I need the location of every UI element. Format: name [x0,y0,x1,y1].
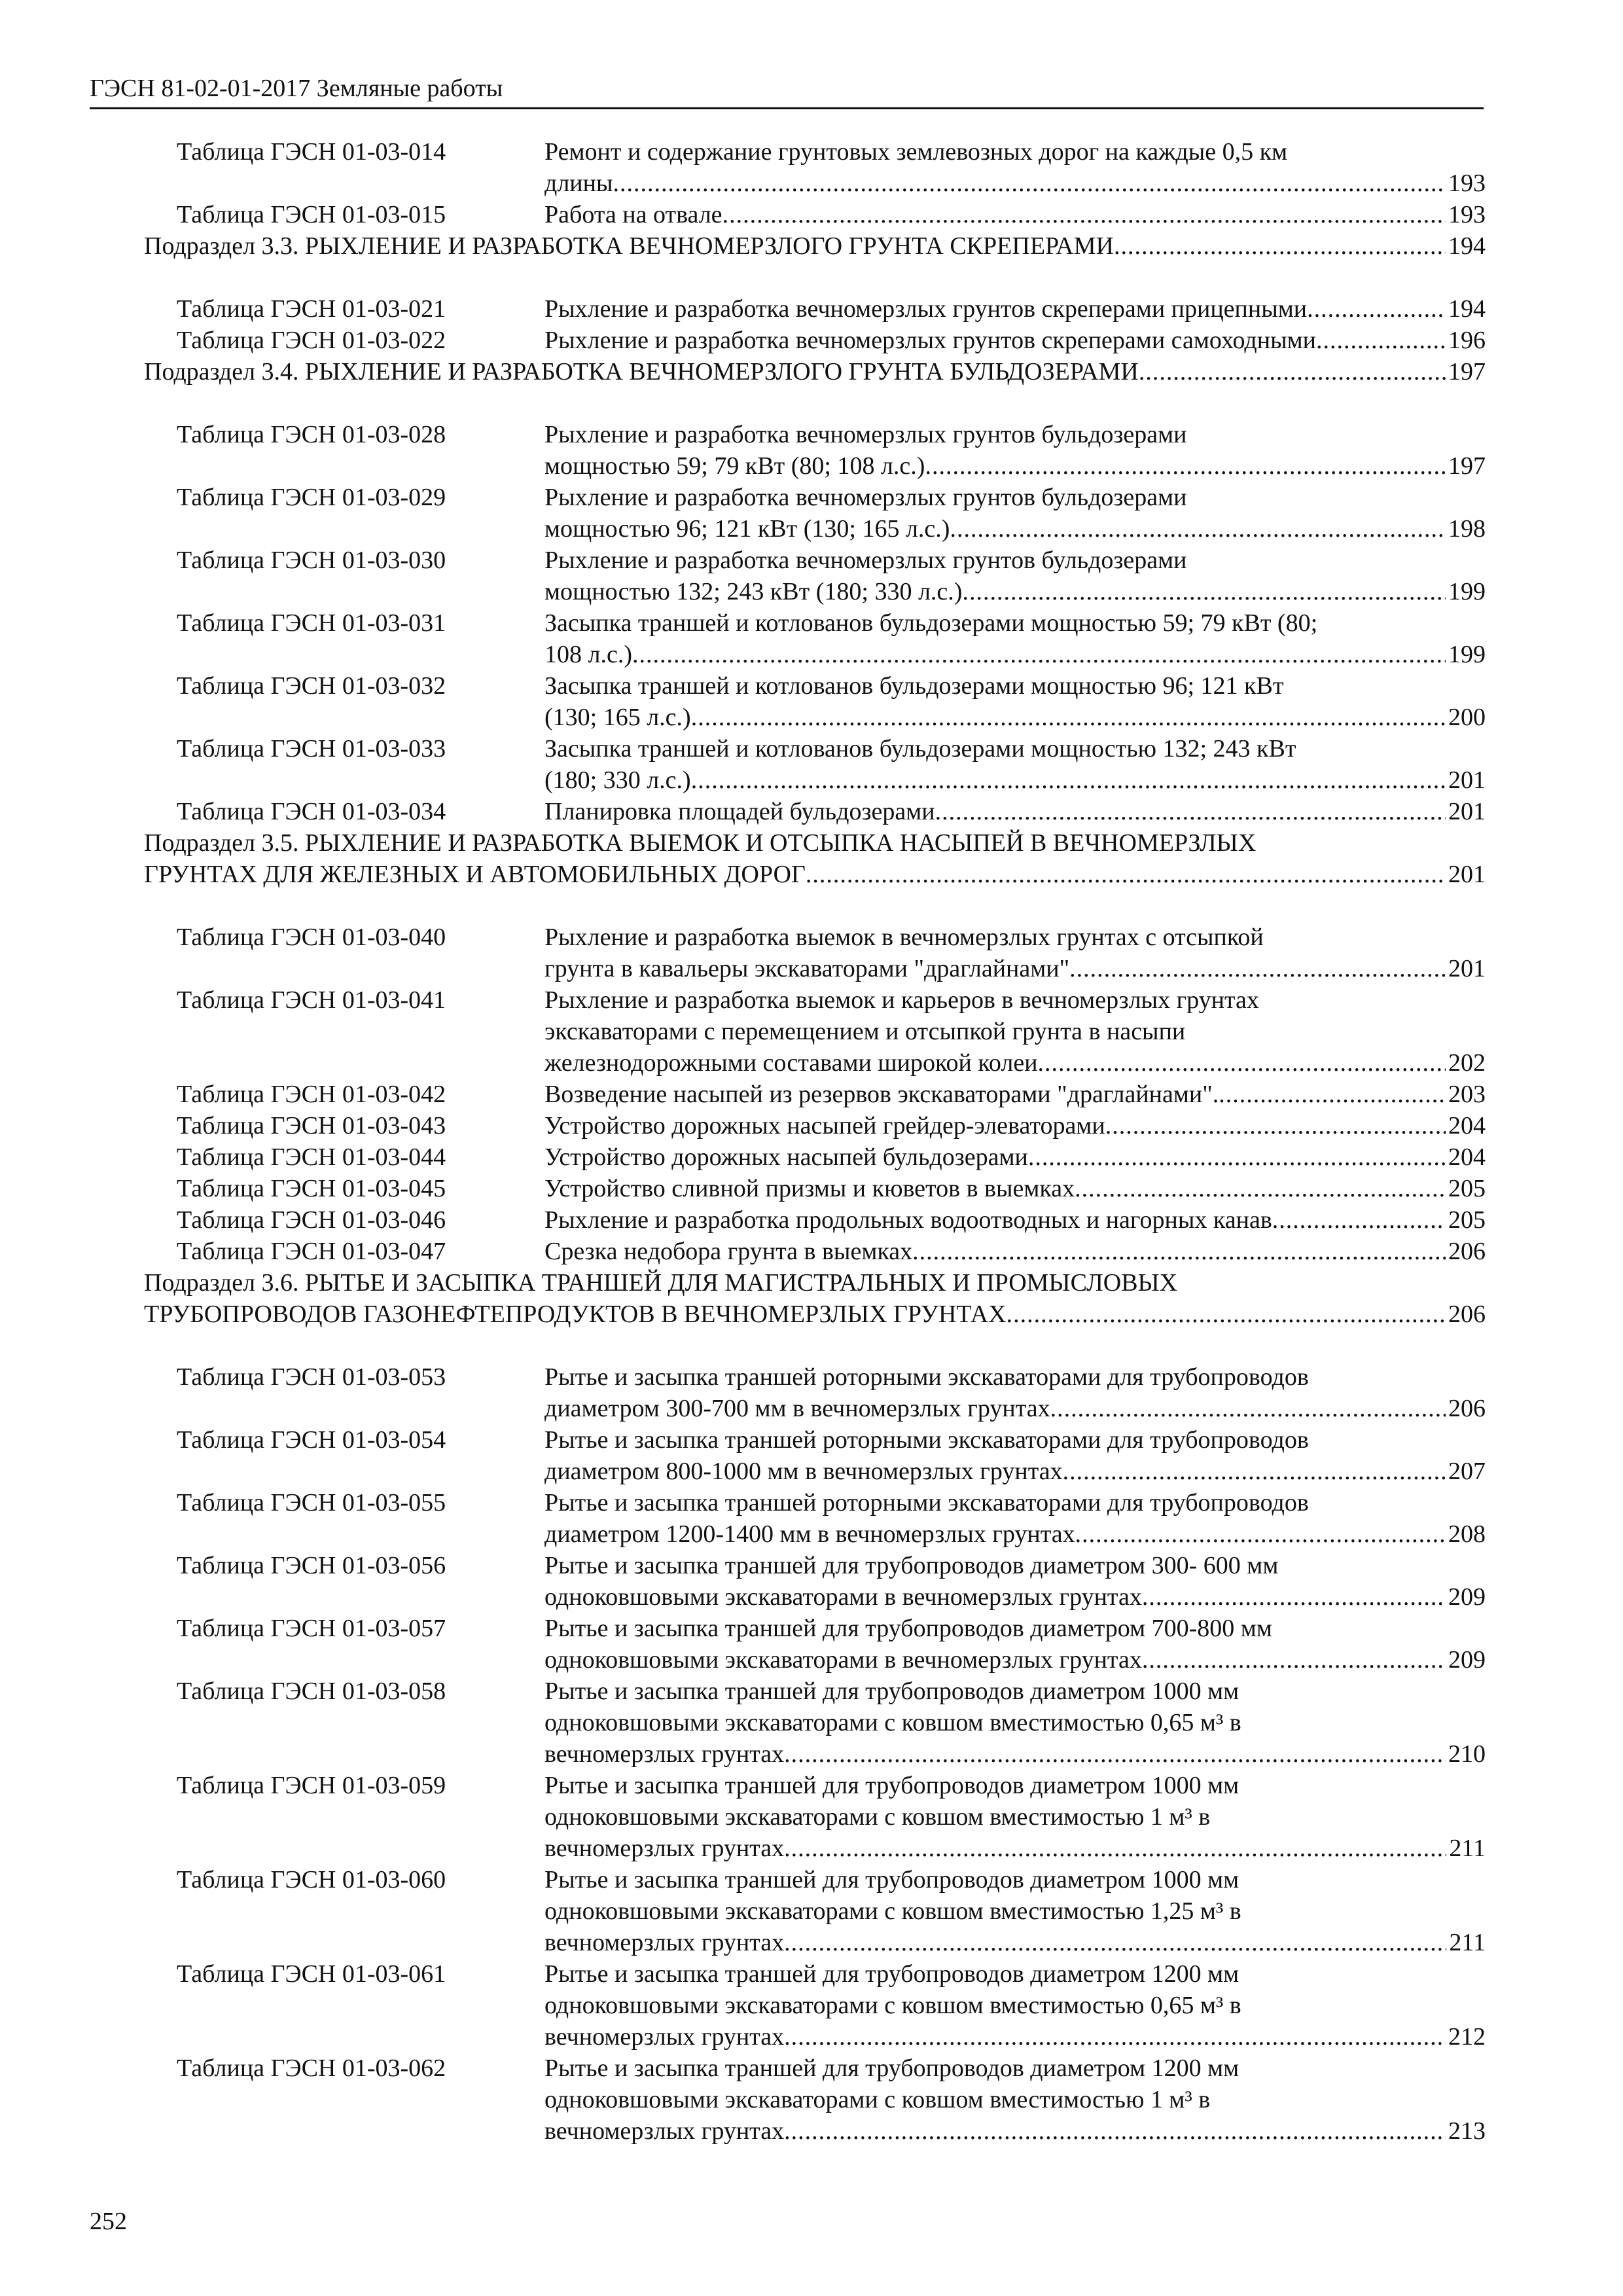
toc-entry[interactable] [144,136,1486,199]
dot-leader [632,639,1446,670]
entry-line-text: диаметром 1200-1400 мм в вечномерзлых грунтах [544,1520,1075,1548]
dot-leader [1114,230,1446,262]
entry-code: Таблица ГЭСН 01-03-040 [177,924,446,951]
spacer [144,387,1486,419]
dot-leader [1075,1518,1446,1550]
entry-line-text: Устройство сливной призмы и кюветов в выемках [544,1175,1075,1202]
entry-line: Рыхление и разработка выемок в вечномерзлых грунтах с отсыпкой [544,924,1264,951]
entry-line [544,953,1486,984]
entry-description [544,1550,1486,1613]
entry-page-number: 212 [1448,2023,1486,2051]
entry-description [144,1267,1486,1330]
entry-line: экскаваторами с перемещением и отсыпкой грунта в насыпи [544,1018,1186,1045]
entry-line-text: Устройство дорожных насыпей бульдозерами [544,1143,1028,1171]
entry-line [544,796,1486,827]
toc-entry[interactable] [144,1613,1486,1676]
toc-entry[interactable] [144,796,1486,827]
dot-leader [1272,1204,1446,1236]
entry-page-number: 198 [1448,515,1486,543]
entry-line [544,639,1486,670]
entry-line: Засыпка траншей и котлованов бульдозерами мощностью 96; 121 кВт [544,672,1284,700]
entry-page-number: 206 [1448,1238,1486,1265]
entry-line: Рытье и засыпка траншей для трубопроводов диаметром 1200 мм [544,1960,1240,1988]
entry-line: Подраздел 3.6. РЫТЬЕ И ЗАСЫПКА ТРАНШЕЙ ДЛЯ МАГИСТРАЛЬНЫХ И ПРОМЫСЛОВЫХ [144,1269,1178,1297]
entry-page-number: 201 [1448,955,1486,982]
entry-line: одноковшовыми экскаваторами с ковшом вместимостью 1,25 м³ в [544,1897,1241,1925]
dot-leader [1139,356,1446,387]
entry-line-text: Рыхление и разработка вечномерзлых грунтов скреперами самоходными [544,327,1317,354]
entry-code: Таблица ГЭСН 01-03-041 [177,986,446,1014]
entry-page-number: 202 [1448,1049,1486,1077]
toc-subsection[interactable] [144,230,1486,262]
entry-line [544,1833,1486,1864]
entry-line-text: вечномерзлых грунтах [544,2117,785,2145]
entry-page-number: 205 [1448,1175,1486,1202]
dot-leader [1007,1299,1446,1330]
entry-description [544,1361,1486,1424]
entry-description [544,1958,1486,2053]
entry-line-text: Работа на отвале [544,201,722,228]
entry-line: Рытье и засыпка траншей для трубопроводов диаметром 1000 мм [544,1677,1240,1705]
entry-line [544,168,1486,199]
entry-page-number: 204 [1448,1143,1486,1171]
toc-entry[interactable] [144,482,1486,545]
entry-line [544,576,1486,607]
entry-line: Ремонт и содержание грунтовых землевозных дорог на каждые 0,5 км [544,138,1288,166]
entry-description [544,545,1486,607]
dot-leader [1075,1173,1446,1204]
dot-leader [1219,1079,1446,1110]
toc-entry[interactable] [144,1204,1486,1236]
toc-entry[interactable] [144,1958,1486,2053]
entry-page-number: 197 [1448,452,1486,480]
entry-description [544,670,1486,733]
entry-code: Таблица ГЭСН 01-03-057 [177,1615,446,1642]
entry-description [544,1613,1486,1676]
dot-leader [784,2115,1446,2147]
toc-entry[interactable] [144,419,1486,482]
toc-entry[interactable] [144,1173,1486,1204]
toc-entry[interactable] [144,1110,1486,1141]
entry-page-number: 206 [1448,1300,1486,1328]
entry-page-number: 194 [1448,232,1486,260]
entry-code: Таблица ГЭСН 01-03-059 [177,1772,446,1799]
entry-description [544,922,1486,984]
page-number: 252 [90,2208,127,2235]
entry-code: Таблица ГЭСН 01-03-053 [177,1363,446,1391]
entry-line-text: ТРУБОПРОВОДОВ ГАЗОНЕФТЕПРОДУКТОВ В ВЕЧНОМЕРЗЛЫХ ГРУНТАХ [144,1300,1007,1328]
toc-entry[interactable] [144,293,1486,325]
dot-leader [1142,1644,1446,1676]
entry-page-number: 199 [1448,578,1486,605]
toc-entry[interactable] [144,1236,1486,1267]
running-header: ГЭСН 81-02-01-2017 Земляные работы [90,73,1484,109]
entry-line [544,2021,1486,2053]
toc-subsection[interactable] [144,827,1486,890]
entry-line: Рыхление и разработка вечномерзлых грунтов бульдозерами [544,547,1187,574]
toc-entry[interactable] [144,1487,1486,1550]
entry-code: Таблица ГЭСН 01-03-034 [177,798,446,825]
entry-line [144,230,1486,262]
entry-line-text: вечномерзлых грунтах [544,1740,785,1768]
entry-line-text: Срезка недобора грунта в выемках [544,1238,913,1265]
entry-code: Таблица ГЭСН 01-03-014 [177,138,446,166]
entry-line-text: грунта в кавальеры экскаваторами "драглайнами" [544,955,1070,982]
dot-leader [613,168,1446,199]
entry-line-text: (130; 165 л.с.) [544,704,691,731]
dot-leader [1316,325,1446,356]
entry-description [544,1079,1486,1110]
entry-code: Таблица ГЭСН 01-03-045 [177,1175,446,1202]
entry-line [544,450,1486,482]
entry-code: Таблица ГЭСН 01-03-033 [177,735,446,762]
entry-line [544,1110,1486,1141]
entry-description [544,1864,1486,1958]
entry-code: Таблица ГЭСН 01-03-062 [177,2054,446,2082]
entry-page-number: 201 [1448,861,1486,888]
entry-page-number: 210 [1448,1740,1486,1768]
entry-description [544,1204,1486,1236]
entry-code: Таблица ГЭСН 01-03-032 [177,672,446,700]
entry-description [144,356,1486,387]
dot-leader [1050,1393,1446,1424]
spacer [144,262,1486,293]
entry-page-number: 194 [1448,295,1486,323]
entry-line-text: мощностью 96; 121 кВт (130; 165 л.с.) [544,515,950,543]
toc-entry[interactable] [144,1141,1486,1173]
entry-line-text: (180; 330 л.с.) [544,766,691,794]
entry-line: Рытье и засыпка траншей для трубопроводов диаметром 1200 мм [544,2054,1240,2082]
toc-entry[interactable] [144,1864,1486,1958]
dot-leader [722,199,1446,230]
entry-line [144,356,1486,387]
toc-entry[interactable] [144,1424,1486,1487]
entry-line-text: Подраздел 3.4. РЫХЛЕНИЕ И РАЗРАБОТКА ВЕЧНОМЕРЗЛОГО ГРУНТА БУЛЬДОЗЕРАМИ [144,358,1139,386]
entry-line: Рыхление и разработка выемок и карьеров в вечномерзлых грунтах [544,986,1259,1014]
entry-line: Рытье и засыпка траншей для трубопроводов диаметром 300- 600 мм [544,1552,1279,1579]
toc-entry[interactable] [144,922,1486,984]
entry-description [544,1236,1486,1267]
entry-line: Рытье и засыпка траншей для трубопроводов диаметром 1000 мм [544,1772,1240,1799]
entry-line [544,1581,1486,1613]
entry-description [544,419,1486,482]
entry-code: Таблица ГЭСН 01-03-060 [177,1866,446,1893]
entry-line [544,702,1486,733]
entry-line: Засыпка траншей и котлованов бульдозерами мощностью 59; 79 кВт (80; [544,609,1318,637]
entry-page-number: 213 [1448,2117,1486,2145]
toc-entry[interactable] [144,1079,1486,1110]
entry-page-number: 209 [1448,1583,1486,1611]
dot-leader [784,2021,1446,2053]
entry-description [144,230,1486,262]
dot-leader [784,1927,1446,1958]
entry-description [544,2053,1486,2147]
toc-entry[interactable] [144,1770,1486,1864]
entry-description [544,199,1486,230]
dot-leader [950,513,1446,545]
dot-leader [925,450,1446,482]
entry-code: Таблица ГЭСН 01-03-044 [177,1143,446,1171]
entry-description [544,733,1486,796]
entry-page-number: 199 [1448,641,1486,668]
entry-line: Рытье и засыпка траншей для трубопроводов диаметром 700-800 мм [544,1615,1272,1642]
entry-page-number: 201 [1448,798,1486,825]
entry-line-text: диаметром 300-700 мм в вечномерзлых грунтах [544,1395,1050,1422]
entry-line [544,1047,1486,1079]
toc-entry[interactable] [144,2053,1486,2147]
entry-code: Таблица ГЭСН 01-03-043 [177,1112,446,1139]
entry-line: одноковшовыми экскаваторами с ковшом вместимостью 0,65 м³ в [544,1709,1241,1736]
entry-line-text: Планировка площадей бульдозерами [544,798,935,825]
toc-entry[interactable] [144,670,1486,733]
entry-line-text: одноковшовыми экскаваторами в вечномерзлых грунтах [544,1646,1142,1674]
entry-line [544,1204,1486,1236]
entry-code: Таблица ГЭСН 01-03-021 [177,295,446,323]
entry-page-number: 201 [1448,766,1486,794]
toc-entry[interactable] [144,325,1486,356]
toc-entry[interactable] [144,199,1486,230]
dot-leader [935,796,1446,827]
entry-page-number: 205 [1448,1206,1486,1234]
entry-page-number: 207 [1448,1458,1486,1485]
entry-line [544,325,1486,356]
entry-description [544,607,1486,670]
entry-description [544,136,1486,199]
toc-entry[interactable] [144,984,1486,1079]
entry-line [544,1079,1486,1110]
entry-line [544,1927,1486,1958]
toc-entry[interactable] [144,545,1486,607]
dot-leader [1063,1456,1446,1487]
dot-leader [1142,1581,1446,1613]
entry-line [544,1644,1486,1676]
dot-leader [1105,1110,1446,1141]
entry-line-text: железнодорожными составами широкой колеи [544,1049,1038,1077]
entry-line-text: мощностью 132; 243 кВт (180; 330 л.с.) [544,578,963,605]
entry-line [544,764,1486,796]
dot-leader [691,702,1446,733]
entry-line: Рытье и засыпка траншей роторными экскаваторами для трубопроводов [544,1363,1309,1391]
toc-subsection[interactable] [144,1267,1486,1330]
entry-description [544,293,1486,325]
entry-line-text: Подраздел 3.3. РЫХЛЕНИЕ И РАЗРАБОТКА ВЕЧНОМЕРЗЛОГО ГРУНТА СКРЕПЕРАМИ [144,232,1114,260]
entry-description [544,1110,1486,1141]
entry-line-text: 108 л.с.) [544,641,632,668]
entry-line-text: Рыхление и разработка продольных водоотводных и нагорных канав [544,1206,1272,1234]
entry-code: Таблица ГЭСН 01-03-031 [177,609,446,637]
dot-leader [1307,293,1446,325]
entry-description [544,1770,1486,1864]
toc-entry[interactable] [144,1550,1486,1613]
entry-line: Рытье и засыпка траншей для трубопроводов диаметром 1000 мм [544,1866,1240,1893]
entry-code: Таблица ГЭСН 01-03-029 [177,484,446,511]
toc-subsection[interactable] [144,356,1486,387]
entry-page-number: 204 [1448,1112,1486,1139]
dot-leader [784,1738,1446,1770]
dot-leader [1069,953,1446,984]
entry-code: Таблица ГЭСН 01-03-054 [177,1426,446,1454]
entry-page-number: 197 [1448,358,1486,386]
entry-page-number: 200 [1448,704,1486,731]
toc-entry[interactable] [144,1676,1486,1770]
entry-code: Таблица ГЭСН 01-03-055 [177,1489,446,1516]
entry-code: Таблица ГЭСН 01-03-022 [177,327,446,354]
entry-description [544,482,1486,545]
entry-description [544,1173,1486,1204]
entry-page-number: 211 [1449,1835,1486,1862]
entry-line [544,1141,1486,1173]
dot-leader [1028,1141,1446,1173]
entry-code: Таблица ГЭСН 01-03-056 [177,1552,446,1579]
entry-code: Таблица ГЭСН 01-03-046 [177,1206,446,1234]
entry-line [544,1393,1486,1424]
entry-line [544,1173,1486,1204]
entry-code: Таблица ГЭСН 01-03-028 [177,421,446,448]
table-of-contents [144,136,1486,2147]
entry-description [544,325,1486,356]
entry-line-text: Рыхление и разработка вечномерзлых грунтов скреперами прицепными [544,295,1308,323]
entry-page-number: 203 [1448,1081,1486,1108]
entry-line-text: длины [544,170,613,197]
entry-description [544,1676,1486,1770]
entry-code: Таблица ГЭСН 01-03-042 [177,1081,446,1108]
dot-leader [691,764,1446,796]
entry-code: Таблица ГЭСН 01-03-015 [177,201,446,228]
entry-line [544,293,1486,325]
entry-page-number: 196 [1448,327,1486,354]
entry-description [544,1487,1486,1550]
entry-line [544,1518,1486,1550]
dot-leader [806,859,1446,890]
entry-line [544,199,1486,230]
entry-line: одноковшовыми экскаваторами с ковшом вместимостью 0,65 м³ в [544,1992,1241,2019]
entry-line-text: ГРУНТАХ ДЛЯ ЖЕЛЕЗНЫХ И АВТОМОБИЛЬНЫХ ДОРОГ [144,861,806,888]
entry-code: Таблица ГЭСН 01-03-030 [177,547,446,574]
entry-line-text: вечномерзлых грунтах [544,1929,785,1956]
entry-line: одноковшовыми экскаваторами с ковшом вместимостью 1 м³ в [544,2086,1211,2113]
entry-description [544,1141,1486,1173]
entry-page-number: 209 [1448,1646,1486,1674]
entry-line: Рытье и засыпка траншей роторными экскаваторами для трубопроводов [544,1489,1309,1516]
toc-entry[interactable] [144,733,1486,796]
toc-entry[interactable] [144,607,1486,670]
entry-line-text: одноковшовыми экскаваторами в вечномерзлых грунтах [544,1583,1142,1611]
entry-line [144,859,1486,890]
entry-description [544,796,1486,827]
entry-line [544,1236,1486,1267]
entry-page-number: 208 [1448,1520,1486,1548]
spacer [144,1330,1486,1361]
dot-leader [1038,1047,1446,1079]
entry-code: Таблица ГЭСН 01-03-061 [177,1960,446,1988]
entry-line [544,513,1486,545]
entry-line: Рытье и засыпка траншей роторными экскаваторами для трубопроводов [544,1426,1309,1454]
entry-line-text: диаметром 800-1000 мм в вечномерзлых грунтах [544,1458,1063,1485]
toc-entry[interactable] [144,1361,1486,1424]
entry-description [544,1424,1486,1487]
entry-line-text: мощностью 59; 79 кВт (80; 108 л.с.) [544,452,925,480]
entry-description [144,827,1486,890]
entry-line: Рыхление и разработка вечномерзлых грунтов бульдозерами [544,421,1187,448]
entry-page-number: 206 [1448,1395,1486,1422]
entry-line: Засыпка траншей и котлованов бульдозерами мощностью 132; 243 кВт [544,735,1296,762]
entry-line: Подраздел 3.5. РЫХЛЕНИЕ И РАЗРАБОТКА ВЫЕМОК И ОТСЫПКА НАСЫПЕЙ В ВЕЧНОМЕРЗЛЫХ [144,829,1257,857]
entry-description [544,984,1486,1079]
entry-line-text: Устройство дорожных насыпей грейдер-элеваторами [544,1112,1105,1139]
spacer [144,890,1486,922]
entry-page-number: 193 [1448,170,1486,197]
entry-line-text: Возведение насыпей из резервов экскаваторами "драглайнами". [544,1081,1219,1108]
entry-line-text: вечномерзлых грунтах [544,1835,785,1862]
entry-line [144,1299,1486,1330]
entry-page-number: 211 [1449,1929,1486,1956]
entry-page-number: 193 [1448,201,1486,228]
dot-leader [912,1236,1446,1267]
entry-line: Рыхление и разработка вечномерзлых грунтов бульдозерами [544,484,1187,511]
entry-line: одноковшовыми экскаваторами с ковшом вместимостью 1 м³ в [544,1803,1211,1831]
dot-leader [784,1833,1446,1864]
entry-line [544,2115,1486,2147]
dot-leader [962,576,1446,607]
entry-line-text: вечномерзлых грунтах [544,2023,785,2051]
entry-line [544,1456,1486,1487]
entry-code: Таблица ГЭСН 01-03-058 [177,1677,446,1705]
entry-line [544,1738,1486,1770]
entry-code: Таблица ГЭСН 01-03-047 [177,1238,446,1265]
